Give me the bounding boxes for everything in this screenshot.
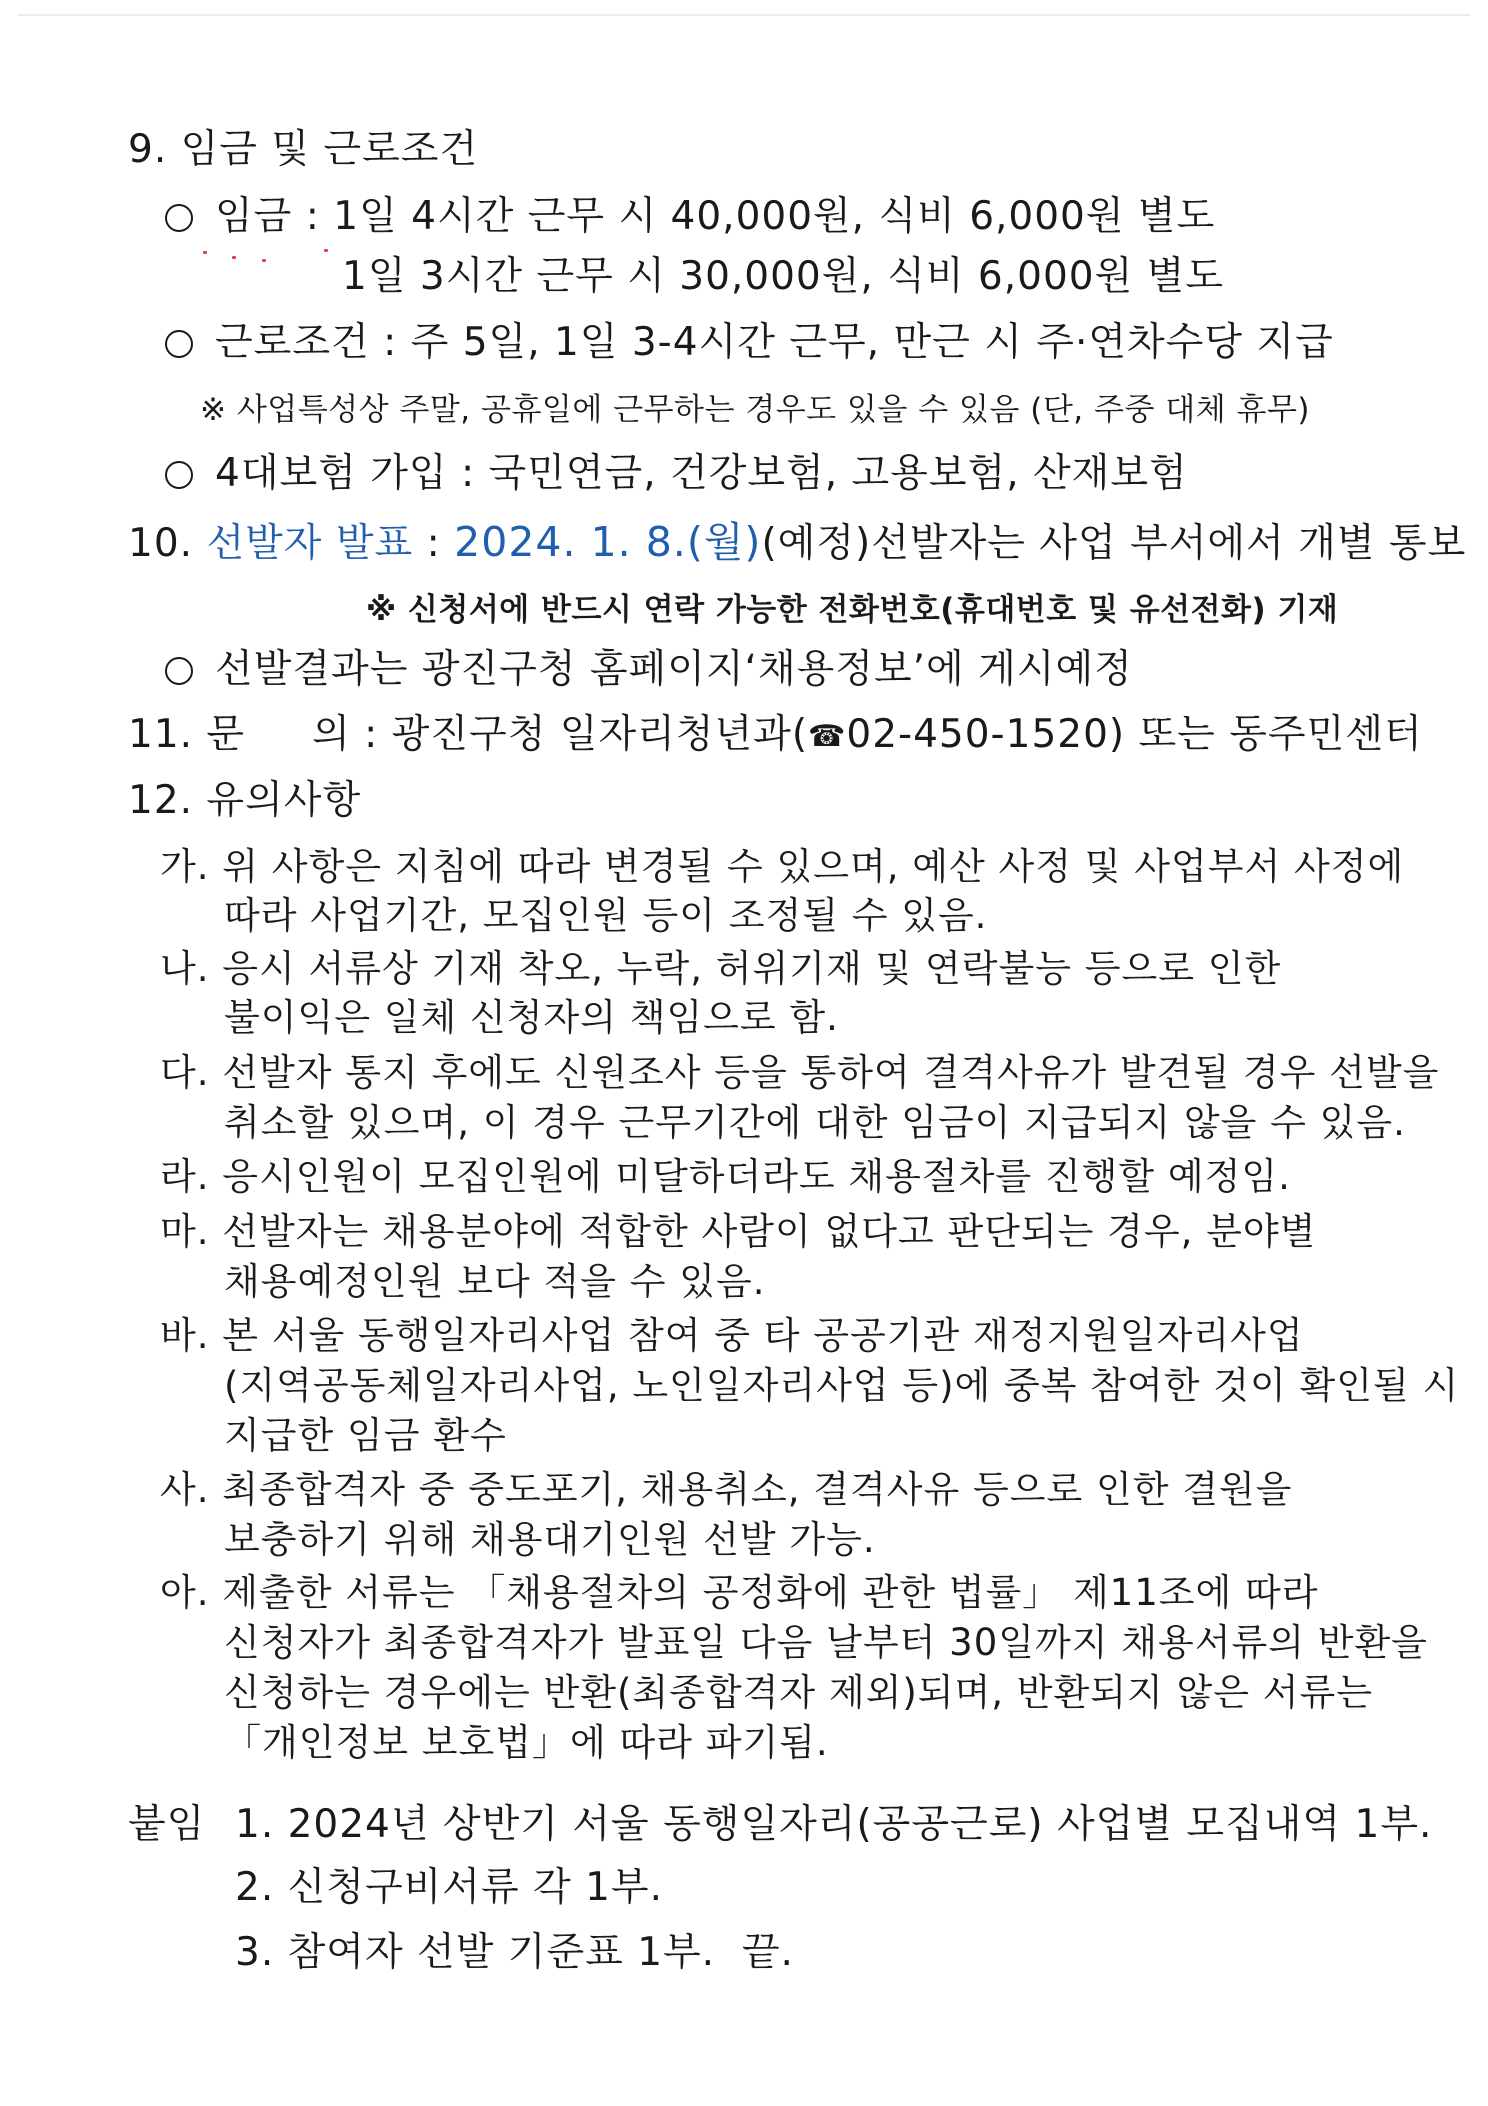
announcement-label: 선발자 발표 bbox=[206, 521, 414, 566]
item-line: 최종합격자 중 중도포기, 채용취소, 결격사유 등으로 인한 결원을 bbox=[222, 1468, 1293, 1511]
section-12-title: 12. 유의사항 bbox=[128, 778, 362, 823]
inquiry-phone: 02-450-1520) 또는 동주민센터 bbox=[846, 712, 1423, 757]
wage-line-2: 1일 3시간 근무 시 30,000원, 식비 6,000원 별도 bbox=[342, 254, 1225, 299]
colon: : bbox=[413, 521, 455, 566]
conditions-line bbox=[165, 321, 1334, 365]
item-line: 불이익은 일체 신청자의 책임으로 함. bbox=[224, 996, 839, 1039]
item-line: 신청하는 경우에는 반환(최종합격자 제외)되며, 반환되지 않은 서류는 bbox=[224, 1671, 1373, 1714]
phone-note: ※ 신청서에 반드시 연락 가능한 전화번호(휴대번호 및 유선전화) 기재 bbox=[366, 592, 1339, 628]
scan-speck bbox=[324, 249, 328, 252]
notice-item-ba bbox=[160, 1314, 1304, 1358]
circle-bullet-icon bbox=[165, 204, 193, 232]
phone-icon: ☎ bbox=[808, 719, 847, 754]
result-line bbox=[165, 648, 1133, 692]
page-edge bbox=[18, 14, 1470, 16]
scan-speck bbox=[232, 256, 236, 259]
item-line: 지급한 임금 환수 bbox=[224, 1414, 507, 1457]
notice-item-na bbox=[160, 947, 1281, 991]
notice-item-ma bbox=[160, 1210, 1316, 1254]
notice-item-a bbox=[160, 1571, 1319, 1615]
item-mark: 아. bbox=[160, 1571, 210, 1614]
insurance-line bbox=[165, 452, 1188, 496]
section-10-number: 10. bbox=[128, 521, 194, 566]
attachment-label: 붙임 bbox=[128, 1802, 206, 1847]
item-line: 제출한 서류는 「채용절차의 공정화에 관한 법률」 제11조에 따라 bbox=[222, 1571, 1319, 1614]
item-line: 본 서울 동행일자리사업 참여 중 타 공공기관 재정지원일자리사업 bbox=[222, 1314, 1304, 1357]
result-text: 선발결과는 광진구청 홈페이지‘채용정보’에 게시예정 bbox=[215, 647, 1133, 692]
item-line: (지역공동체일자리사업, 노인일자리사업 등)에 중복 참여한 것이 확인될 시 bbox=[224, 1364, 1460, 1407]
section-11-line bbox=[128, 713, 1423, 759]
notice-item-ra bbox=[160, 1155, 1291, 1199]
insurance-text: 4대보험 가입 : 국민연금, 건강보험, 고용보험, 산재보험 bbox=[215, 451, 1188, 496]
item-mark: 나. bbox=[160, 947, 210, 990]
announcement-date: 2024. 1. 8.(월) bbox=[454, 518, 762, 566]
item-line: 취소할 있으며, 이 경우 근무기간에 대한 임금이 지급되지 않을 수 있음. bbox=[224, 1101, 1406, 1144]
item-line: 따라 사업기간, 모집인원 등이 조정될 수 있음. bbox=[224, 894, 988, 937]
notice-item-sa bbox=[160, 1468, 1292, 1512]
item-mark: 사. bbox=[160, 1468, 210, 1511]
item-line: 응시 서류상 기재 착오, 누락, 허위기재 및 연락불능 등으로 인한 bbox=[222, 947, 1282, 990]
item-line: 「개인정보 보호법」에 따라 파기됨. bbox=[224, 1721, 829, 1764]
circle-bullet-icon bbox=[165, 330, 193, 358]
item-mark: 가. bbox=[160, 845, 210, 888]
item-line: 선발자는 채용분야에 적합한 사람이 없다고 판단되는 경우, 분야별 bbox=[222, 1210, 1317, 1253]
circle-bullet-icon bbox=[165, 461, 193, 489]
circle-bullet-icon bbox=[165, 657, 193, 685]
wage-text: 임금 : 1일 4시간 근무 시 40,000원, 식비 6,000원 별도 bbox=[215, 194, 1216, 239]
section-9-title: 9. 임금 및 근로조건 bbox=[128, 127, 479, 172]
item-line: 채용예정인원 보다 적을 수 있음. bbox=[224, 1260, 766, 1303]
item-mark: 바. bbox=[160, 1314, 210, 1357]
attachment-item: 1. 2024년 상반기 서울 동행일자리(공공근로) 사업별 모집내역 1부. bbox=[235, 1802, 1433, 1847]
announcement-rest: (예정)선발자는 사업 부서에서 개별 통보 bbox=[761, 521, 1467, 566]
item-line: 응시인원이 모집인원에 미달하더라도 채용절차를 진행할 예정임. bbox=[222, 1155, 1291, 1198]
item-line: 신청자가 최종합격자가 발표일 다음 날부터 30일까지 채용서류의 반환을 bbox=[224, 1621, 1428, 1664]
notice-item-da bbox=[160, 1051, 1439, 1095]
section-10-line bbox=[128, 520, 1466, 566]
item-line: 위 사항은 지침에 따라 변경될 수 있으며, 예산 사정 및 사업부서 사정에 bbox=[222, 845, 1405, 888]
item-mark: 다. bbox=[160, 1051, 210, 1094]
scan-speck bbox=[203, 251, 207, 254]
attachment-item: 3. 참여자 선발 기준표 1부. 끝. bbox=[235, 1930, 794, 1975]
notice-item-ga bbox=[160, 845, 1404, 889]
inquiry-prefix: 11. 문 의 : 광진구청 일자리청년과( bbox=[128, 712, 809, 757]
wage-line-1 bbox=[165, 195, 1215, 239]
conditions-text: 근로조건 : 주 5일, 1일 3-4시간 근무, 만근 시 주·연차수당 지급 bbox=[215, 320, 1334, 365]
item-mark: 마. bbox=[160, 1210, 210, 1253]
conditions-note: ※ 사업특성상 주말, 공휴일에 근무하는 경우도 있을 수 있음 (단, 주중 대체 휴무) bbox=[200, 392, 1310, 428]
item-mark: 라. bbox=[160, 1155, 210, 1198]
item-line: 보충하기 위해 채용대기인원 선발 가능. bbox=[224, 1518, 876, 1561]
item-line: 선발자 통지 후에도 신원조사 등을 통하여 결격사유가 발견될 경우 선발을 bbox=[222, 1051, 1440, 1094]
attachment-item: 2. 신청구비서류 각 1부. bbox=[235, 1865, 664, 1910]
scan-speck bbox=[262, 259, 266, 262]
